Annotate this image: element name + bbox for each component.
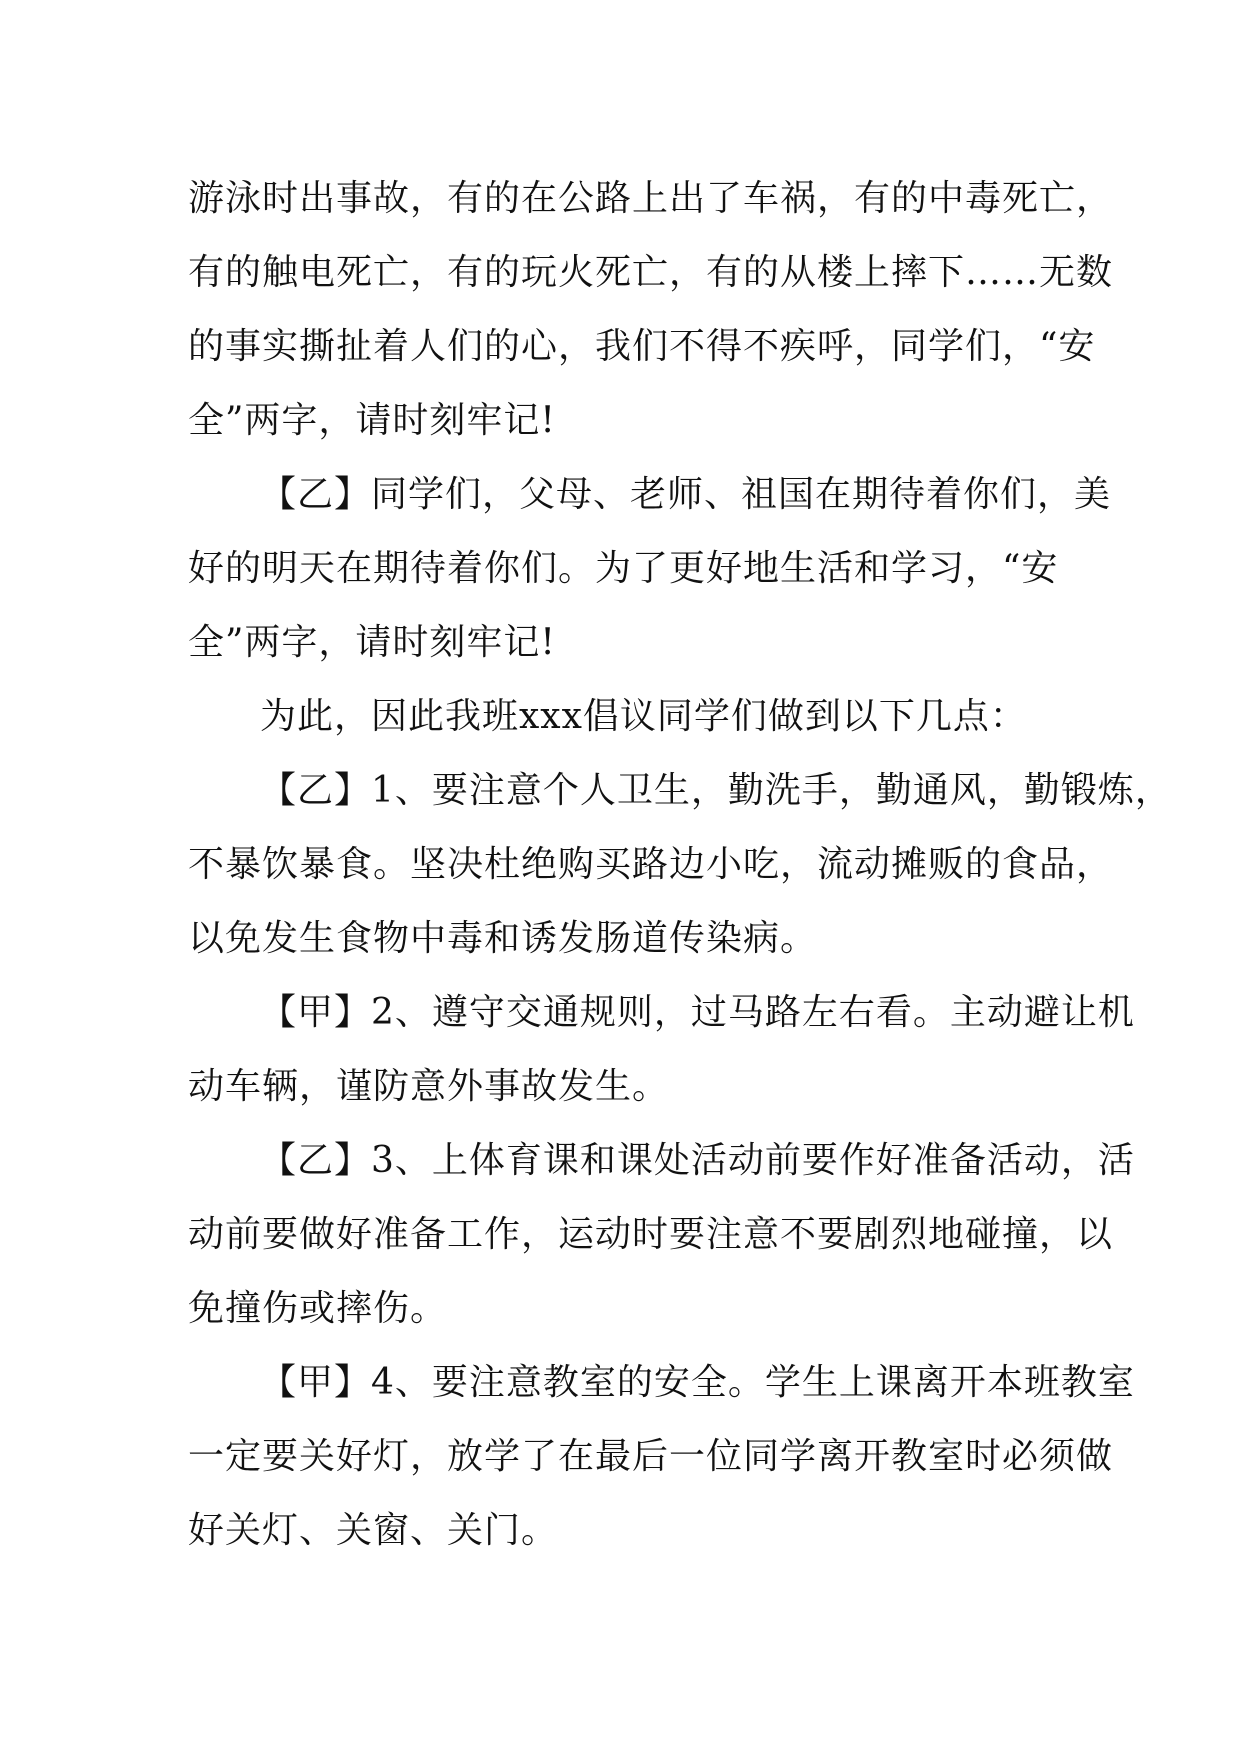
paragraph-6 xyxy=(188,1124,1135,1346)
paragraph-5 xyxy=(188,976,1135,1124)
text-line: 有的触电死亡，有的玩火死亡，有的从楼上摔下……无数 xyxy=(188,252,1114,293)
paragraph-7 xyxy=(188,1346,1135,1568)
paragraph-3 xyxy=(188,680,1068,754)
text-line: 的事实撕扯着人们的心，我们不得不疾呼，同学们，“安 xyxy=(188,326,1096,367)
text-line: 【甲】2、遵守交通规则，过马路左右看。主动避让机 xyxy=(260,992,1135,1033)
text-line: 不暴饮暴食。坚决杜绝购买路边小吃，流动摊贩的食品， xyxy=(188,844,1114,885)
text-line: 全”两字，请时刻牢记! xyxy=(188,400,556,441)
text-line: 游泳时出事故，有的在公路上出了车祸，有的中毒死亡， xyxy=(188,178,1114,219)
text-line: 【乙】3、上体育课和课处活动前要作好准备活动，活 xyxy=(260,1140,1135,1181)
text-line: 为此，因此我班xxx倡议同学们做到以下几点： xyxy=(260,696,1027,737)
text-line: 【乙】1、要注意个人卫生，勤洗手，勤通风，勤锻炼， xyxy=(260,770,1172,811)
text-line: 全”两字，请时刻牢记! xyxy=(188,622,556,663)
text-line: 【乙】同学们，父母、老师、祖国在期待着你们，美 xyxy=(260,474,1112,515)
text-line: 以免发生食物中毒和诱发肠道传染病。 xyxy=(188,918,818,959)
text-line: 动前要做好准备工作，运动时要注意不要剧烈地碰撞，以 xyxy=(188,1214,1114,1255)
text-line: 好关灯、关窗、关门。 xyxy=(188,1510,559,1551)
document-body xyxy=(188,162,1172,1568)
text-line: 【甲】4、要注意教室的安全。学生上课离开本班教室 xyxy=(260,1362,1135,1403)
paragraph-2 xyxy=(188,458,1112,680)
text-line: 好的明天在期待着你们。为了更好地生活和学习，“安 xyxy=(188,548,1059,589)
text-line: 免撞伤或摔伤。 xyxy=(188,1288,448,1329)
paragraph-1 xyxy=(188,162,1114,458)
text-line: 动车辆，谨防意外事故发生。 xyxy=(188,1066,670,1107)
text-line: 一定要关好灯，放学了在最后一位同学离开教室时必须做 xyxy=(188,1436,1114,1477)
paragraph-4 xyxy=(188,754,1172,976)
